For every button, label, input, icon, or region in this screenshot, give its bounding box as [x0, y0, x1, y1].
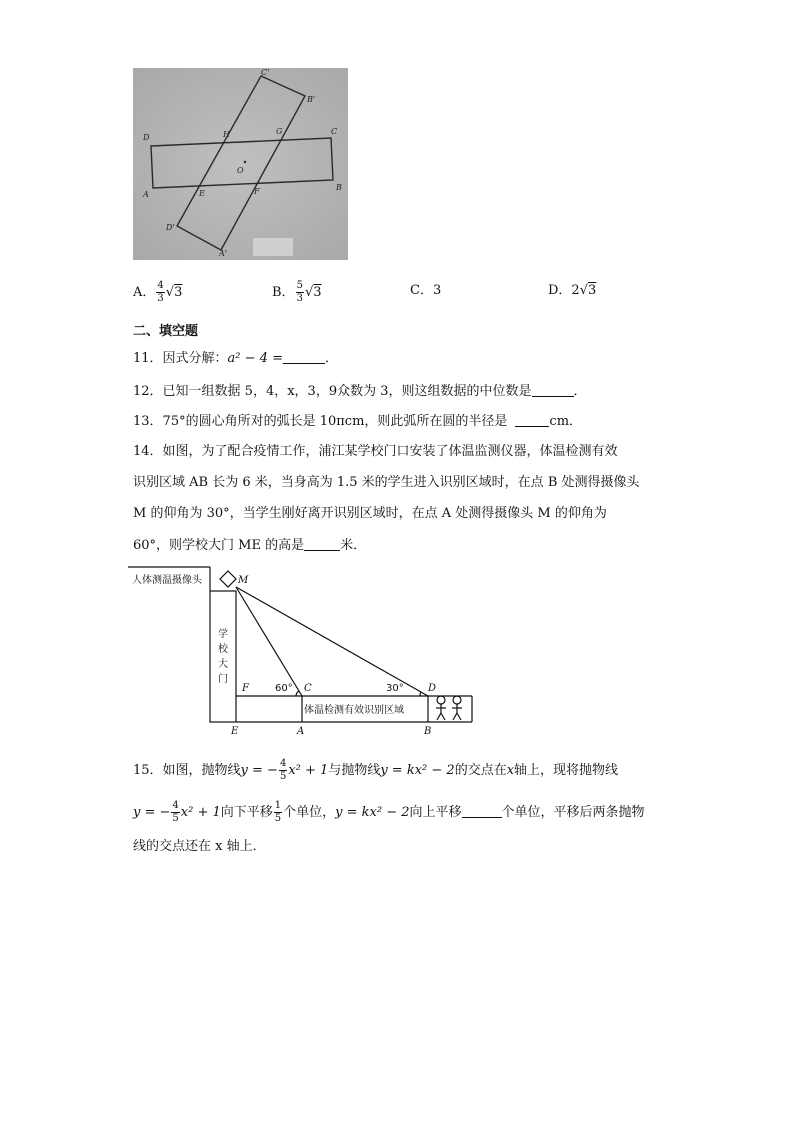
q12-answer-blank[interactable] — [532, 384, 574, 397]
label-d: D — [428, 683, 437, 694]
option-a-fraction: $\frac{4}{3}$ — [157, 280, 164, 304]
angle-30-label: 30° — [386, 683, 404, 694]
gate-char-2: 校 — [218, 644, 228, 655]
question-11: 11．因式分解：a² − 4 = ． — [133, 351, 338, 366]
zone-label: 体温检测有效识别区域 — [304, 705, 404, 716]
label-o: O — [237, 166, 244, 175]
q11-expression: a² − 4 = — [227, 351, 283, 366]
q14-line-4: 60°，则学校大门 ME 的高是 米． — [133, 538, 367, 553]
parabola-1-lhs: y = − — [240, 763, 278, 778]
q14-line-1: 14．如图，为了配合疫情工作，浦江某学校门口安装了体温监测仪器，体温检测有效 — [133, 444, 618, 459]
q13-text: 13．75°的圆心角所对的弧长是 10πcm，则此弧所在圆的半径是 — [133, 414, 508, 429]
option-a-radicand: 3 — [174, 285, 183, 300]
label-b-prime: B' — [307, 95, 316, 104]
option-b-label: B． — [272, 285, 295, 300]
label-e: E — [231, 726, 239, 737]
option-b-radicand: 3 — [313, 285, 322, 300]
label-d-prime: D' — [166, 223, 175, 232]
option-d-label: D．2 — [548, 283, 580, 298]
option-c — [410, 284, 441, 297]
gate-camera-diagram — [128, 563, 478, 741]
shift-fraction: $\frac{1}{5}$ — [274, 800, 282, 824]
q11-answer-blank[interactable] — [283, 351, 325, 364]
q11-text: 11．因式分解： — [133, 351, 228, 366]
option-d: D．2√3 — [548, 283, 597, 298]
label-b: B — [424, 726, 432, 737]
q15-line-2: y = − $\frac{4}{5}$ x² + 1向下平移 $\frac{1}{5}$ 个单位，y = kx² − 2向上平移 个单位，平移后两条抛物 — [133, 800, 645, 824]
label-a: A — [297, 726, 305, 737]
q14-line-3: M 的仰角为 30°，当学生刚好离开识别区域时，在点 A 处测得摄像头 M 的仰角为 — [133, 506, 607, 521]
label-d: D — [143, 133, 150, 142]
option-a-label: A． — [133, 285, 156, 300]
label-b: B — [336, 183, 342, 192]
label-c: C — [331, 127, 338, 136]
section-title: 二、填空题 — [133, 324, 199, 339]
q12-text: 12．已知一组数据 5，4，x，3，9众数为 3，则这组数据的中位数是 — [133, 384, 532, 399]
rectangle-photo-figure — [133, 68, 348, 260]
option-c-label: C．3 — [410, 283, 442, 298]
parabola-1-fraction: $\frac{4}{5}$ — [279, 758, 287, 782]
question-13: 13．75°的圆心角所对的弧长是 10πcm，则此弧所在圆的半径是 cm． — [133, 414, 583, 429]
angle-60-label: 60° — [275, 683, 293, 694]
label-m: M — [238, 575, 249, 586]
gate-char-3: 大 — [218, 659, 228, 670]
q15-line-1: 15．如图，抛物线y = − $\frac{4}{5}$ x² + 1与抛物线y = kx² − 2的交点在x轴上，现将抛物线 — [133, 758, 619, 782]
q15-line-3: 线的交点还在 x 轴上． — [133, 839, 266, 854]
label-a: A — [143, 190, 149, 199]
label-f: F — [242, 683, 249, 694]
label-h: H — [223, 130, 230, 139]
gate-char-1: 学 — [218, 629, 228, 640]
option-d-radicand: 3 — [588, 283, 597, 298]
label-g: G — [276, 127, 283, 136]
gate-char-4: 门 — [218, 674, 228, 685]
rectangle-diagram — [133, 68, 348, 260]
question-12: 12．已知一组数据 5，4，x，3，9众数为 3，则这组数据的中位数是 ． — [133, 384, 587, 399]
option-b-fraction: $\frac{5}{3}$ — [296, 280, 303, 304]
q14-line-2: 识别区域 AB 长为 6 米，当身高为 1.5 米的学生进入识别区域时，在点 B 处测得摄像头 — [133, 475, 640, 490]
label-f: F — [254, 187, 260, 196]
option-a: A． $\frac{4}{3}$ √3 — [133, 280, 183, 304]
label-e: E — [199, 189, 205, 198]
parabola-2: y = kx² − 2 — [380, 763, 455, 778]
label-a-prime: A' — [219, 249, 227, 258]
parabola-1-rhs: x² + 1 — [288, 763, 329, 778]
label-c: C — [304, 683, 312, 694]
option-b: B． $\frac{5}{3}$ √3 — [272, 280, 322, 304]
label-c-prime: C' — [261, 68, 270, 77]
camera-label: 人体测温摄像头 — [132, 575, 202, 586]
q13-answer-blank[interactable] — [515, 414, 549, 427]
q14-answer-blank[interactable] — [304, 538, 340, 551]
q15-answer-blank[interactable] — [462, 805, 502, 818]
